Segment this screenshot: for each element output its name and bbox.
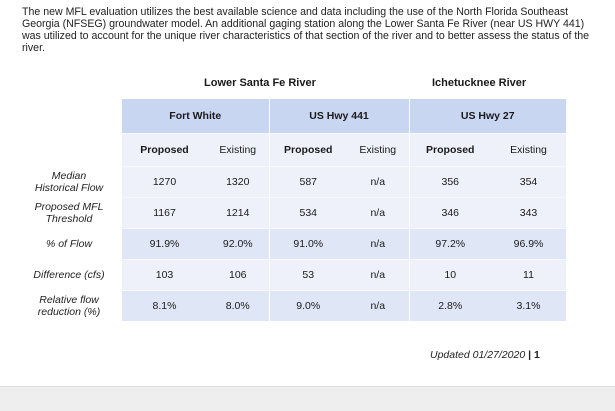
row-label (16, 167, 122, 198)
river-header-lower-santa-fe: Lower Santa Fe River (204, 77, 316, 89)
value-cell: 1270 (122, 167, 207, 198)
row-proposed-mfl-threshold (16, 198, 566, 229)
row-label-line: Median (51, 170, 87, 182)
station-header-row (16, 99, 566, 134)
value-cell: 8.1% (122, 291, 207, 322)
station-us-hwy-27: US Hwy 27 (409, 99, 566, 134)
station-fort-white: Fort White (122, 99, 269, 134)
value-cell: 91.0% (269, 229, 347, 260)
value-cell: 1214 (207, 198, 269, 229)
value-cell: 92.0% (207, 229, 269, 260)
row-median-historical-flow (16, 167, 566, 198)
row-label-line: Relative flow (39, 293, 99, 306)
value-cell: n/a (347, 198, 409, 229)
value-cell: 1167 (122, 198, 207, 229)
bottom-scroll-bar (0, 386, 615, 411)
value-cell: 346 (409, 198, 491, 229)
row-label-line: reduction (%) (37, 305, 101, 318)
value-cell: 587 (269, 167, 347, 198)
subheader-existing: Existing (491, 134, 566, 167)
value-cell: n/a (347, 291, 409, 322)
row-label-line: Historical Flow (34, 182, 104, 194)
updated-date: Updated 01/27/2020 (430, 349, 526, 361)
value-cell: 3.1% (491, 291, 566, 322)
page-number: | 1 (528, 349, 540, 361)
row-label: % of Flow (16, 229, 122, 260)
row-label-line: Threshold (45, 213, 93, 225)
value-cell: 96.9% (491, 229, 566, 260)
value-cell: 103 (122, 260, 207, 291)
subheader-existing: Existing (347, 134, 409, 167)
value-cell: 343 (491, 198, 566, 229)
row-label: Difference (cfs) (16, 260, 122, 291)
value-cell: 10 (409, 260, 491, 291)
row-label (16, 198, 122, 229)
station-us-hwy-441: US Hwy 441 (269, 99, 409, 134)
value-cell: 356 (409, 167, 491, 198)
intro-paragraph: The new MFL evaluation utilizes the best available science and data including the use of the North Florida Southeast Georgia (NFSEG) groundwater model. An additional gaging station along the Lower Santa Fe River (near US HWY 441) was utilized to account for the unique river characteristics of that section of the river and to better assess the status of the river. (22, 6, 590, 54)
value-cell: n/a (347, 260, 409, 291)
row-label (16, 291, 122, 322)
subheader-row (16, 134, 566, 167)
value-cell: 97.2% (409, 229, 491, 260)
flow-table (16, 99, 566, 321)
value-cell: 106 (207, 260, 269, 291)
value-cell: 53 (269, 260, 347, 291)
row-label-line: Proposed MFL (34, 201, 104, 213)
blank-corner-cell (16, 99, 122, 134)
value-cell: 354 (491, 167, 566, 198)
updated-footer (430, 349, 540, 361)
value-cell: 11 (491, 260, 566, 291)
value-cell: 91.9% (122, 229, 207, 260)
row-relative-flow-reduction (16, 291, 566, 322)
row-difference-cfs (16, 260, 566, 291)
value-cell: 9.0% (269, 291, 347, 322)
value-cell: 534 (269, 198, 347, 229)
value-cell: 2.8% (409, 291, 491, 322)
subheader-existing: Existing (207, 134, 269, 167)
value-cell: 1320 (207, 167, 269, 198)
value-cell: n/a (347, 167, 409, 198)
blank-corner-cell (16, 134, 122, 167)
subheader-proposed: Proposed (409, 134, 491, 167)
subheader-proposed: Proposed (269, 134, 347, 167)
river-header-ichetucknee: Ichetucknee River (432, 77, 527, 89)
value-cell: 8.0% (207, 291, 269, 322)
subheader-proposed: Proposed (122, 134, 207, 167)
value-cell: n/a (347, 229, 409, 260)
row-percent-of-flow (16, 229, 566, 260)
